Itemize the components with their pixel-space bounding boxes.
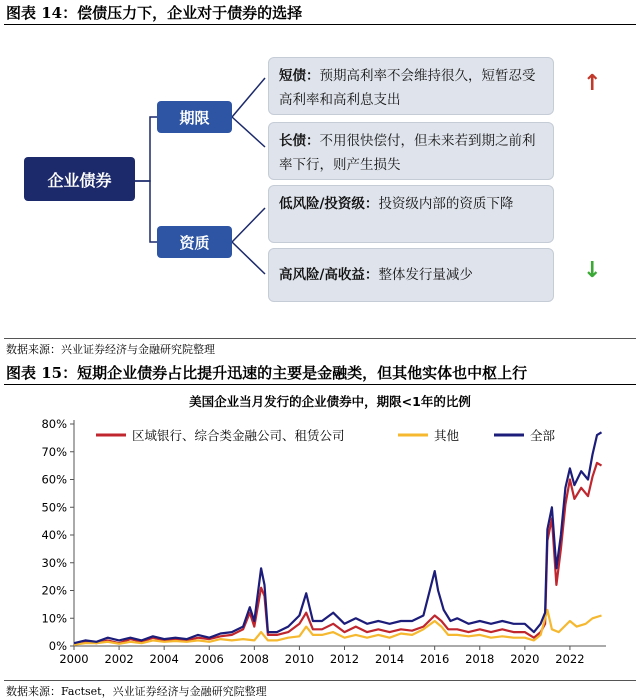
figure-14-title: 图表 14：偿债压力下，企业对于债券的选择 (6, 4, 303, 22)
x-tick-label: 2000 (59, 652, 89, 666)
y-tick-label: 70% (41, 444, 67, 459)
figure-14-source: 数据来源：兴业证券经济与金融研究院整理 (6, 343, 215, 356)
line-chart (0, 388, 640, 676)
card-head: 低风险/投资级： (279, 196, 379, 212)
x-tick-label: 2020 (510, 652, 540, 666)
x-tick-label: 2014 (374, 652, 405, 666)
x-tick-label: 2010 (284, 652, 315, 666)
card-text: 整体发行量减少 (378, 267, 473, 283)
x-tick-label: 2012 (329, 652, 360, 666)
source-rule (4, 680, 636, 681)
branch-term-node: 期限 (157, 101, 232, 133)
card-text: 预期高利率不会维持很久，短暂忍受高利率和高利息支出 (279, 68, 536, 108)
chart-title: 美国企业当月发行的企业债券中，期限<1年的比例 (189, 394, 471, 409)
y-tick-label: 50% (41, 500, 67, 515)
card-high-yield (268, 248, 554, 302)
card-text: 投资级内部的资质下降 (378, 196, 514, 212)
down-arrow-icon: ↓ (583, 258, 602, 283)
x-tick-label: 2016 (420, 652, 450, 666)
x-tick-label: 2022 (555, 652, 585, 666)
y-tick-label: 30% (41, 555, 67, 570)
card-text: 不用很快偿付，但未来若到期之前利率下行，则产生损失 (279, 133, 536, 173)
legend-label: 区域银行、综合类金融公司、租赁公司 (132, 428, 345, 443)
series-line (74, 432, 602, 643)
x-tick-label: 2018 (465, 652, 495, 666)
y-tick-label: 20% (41, 583, 67, 598)
legend-label: 全部 (530, 428, 556, 443)
card-short-debt (268, 57, 554, 115)
x-tick-label: 2002 (104, 652, 134, 666)
y-tick-label: 60% (41, 472, 67, 487)
card-low-risk (268, 185, 554, 243)
source-rule (4, 338, 636, 339)
card-head: 短债： (279, 68, 320, 84)
x-tick-label: 2008 (239, 652, 269, 666)
branch-quality-node: 资质 (157, 226, 232, 258)
y-tick-label: 0% (48, 639, 67, 653)
x-tick-label: 2006 (194, 652, 224, 666)
y-tick-label: 40% (41, 528, 67, 542)
x-tick-label: 2004 (149, 652, 179, 666)
legend-label: 其他 (434, 428, 460, 443)
card-head: 高风险/高收益： (279, 267, 379, 283)
figure-15-title: 图表 15：短期企业债券占比提升迅速的主要是金融类，但其他实体也中枢上行 (6, 364, 528, 382)
card-head: 长债： (279, 133, 320, 149)
y-tick-label: 80% (41, 417, 67, 431)
up-arrow-icon: ↑ (583, 71, 602, 96)
y-tick-label: 10% (41, 611, 67, 626)
figure-15-source: 数据来源：Factset，兴业证券经济与金融研究院整理 (6, 685, 267, 698)
root-node: 企业债券 (24, 157, 135, 201)
card-long-debt (268, 122, 554, 180)
title-rule (4, 384, 636, 385)
